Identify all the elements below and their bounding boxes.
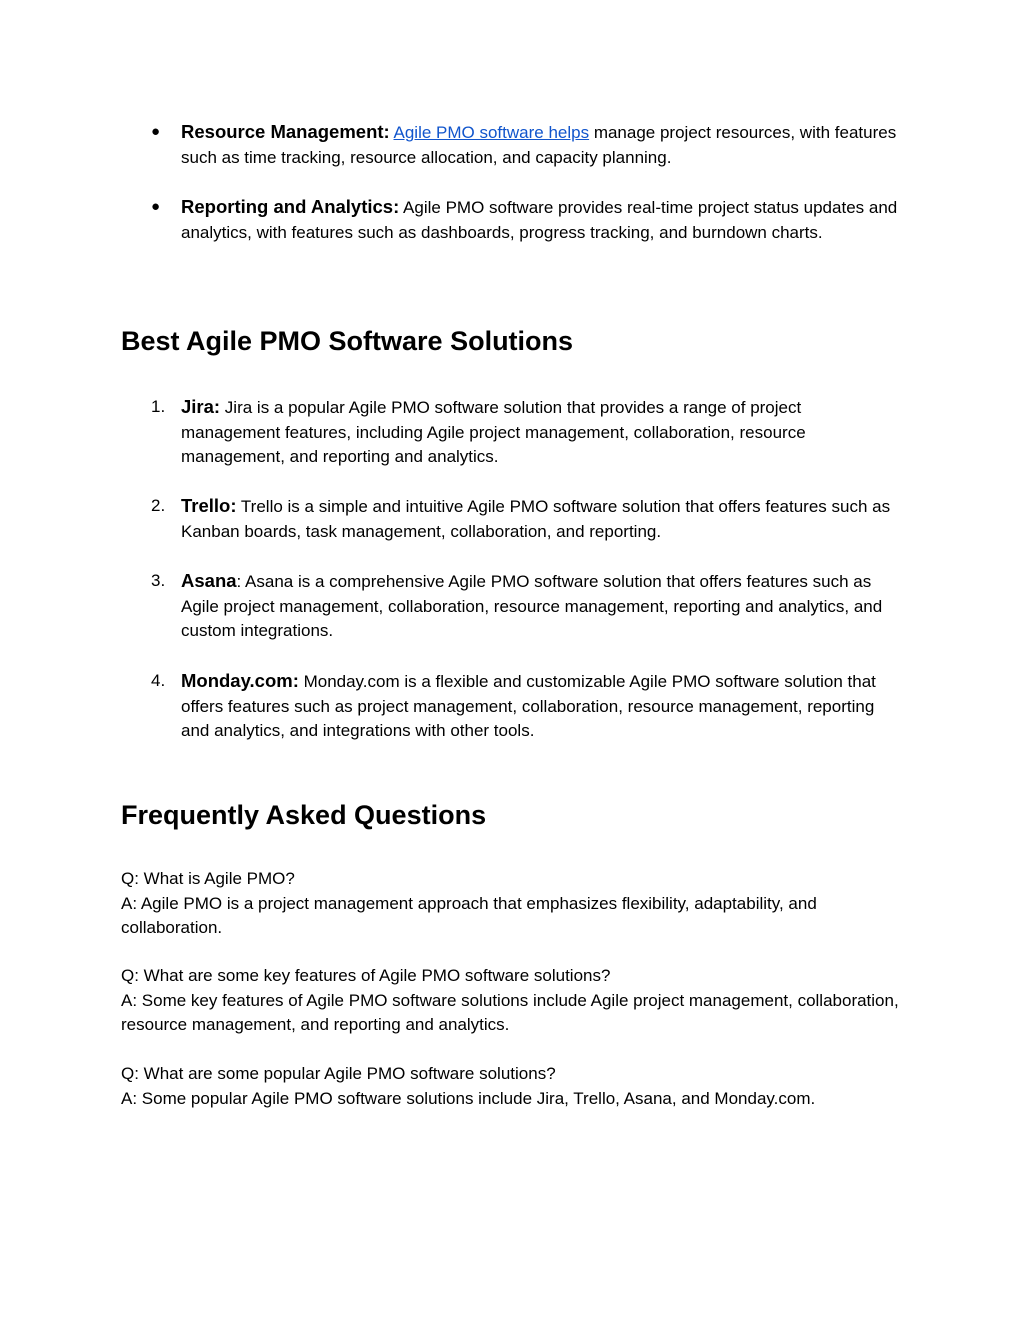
faq-answer: A: Some popular Agile PMO software solutions include Jira, Trello, Asana, and Monday.com. [121,1088,816,1108]
solutions-heading: Best Agile PMO Software Solutions [121,326,574,356]
solution-label: Asana [181,570,237,591]
list-number: 2. [151,496,166,515]
faq-item [121,1062,901,1111]
bullet-icon: ● [151,198,161,215]
agile-pmo-software-link[interactable]: Agile PMO software helps [393,123,590,142]
faq-question: Q: What are some popular Agile PMO software solutions? [121,1064,556,1083]
list-number: 1. [151,397,166,416]
solution-label: Monday.com: [181,670,299,691]
faq-item [121,964,901,1038]
feature-text: manage project resources, with features such as time tracking, resource allocation, and capacity planning. [181,123,897,167]
feature-item-resource-management [151,120,901,170]
solution-item-monday [151,669,903,744]
solution-text: Jira is a popular Agile PMO software solution that provides a range of project management features, including Agile project management, collaboration, resource management, and reporting and analytics. [181,398,806,467]
solution-text: Monday.com is a flexible and customizable Agile PMO software solution that offers features such as project management, collaboration, resource management, reporting and analytics, and integrations with other tools. [181,672,876,741]
list-number: 4. [151,671,166,690]
bullet-icon: ● [151,123,161,140]
solution-label: Jira: [181,396,221,417]
solution-item-asana [151,569,903,644]
feature-item-reporting-analytics [151,195,901,245]
solution-item-jira [151,395,903,470]
feature-label: Reporting and Analytics: [181,196,400,217]
feature-text: Agile PMO software provides real-time project status updates and analytics, with features such as dashboards, progress tracking, and burndown charts. [181,198,898,242]
faq-question: Q: What are some key features of Agile PMO software solutions? [121,966,611,985]
list-number: 3. [151,571,166,590]
solution-item-trello [151,494,903,544]
solution-label: Trello: [181,495,237,516]
faq-item [121,867,901,941]
solution-text: : Asana is a comprehensive Agile PMO software solution that offers features such as Agile project management, collaboration, resource management, reporting and analytics, and custom integrations. [181,572,883,641]
feature-label: Resource Management: [181,121,390,142]
faq-heading: Frequently Asked Questions [121,800,487,830]
faq-answer: A: Some key features of Agile PMO software solutions include Agile project management, collaboration, resource management, and reporting and analytics. [121,990,899,1035]
faq-question: Q: What is Agile PMO? [121,869,295,888]
solution-text: Trello is a simple and intuitive Agile PMO software solution that offers features such as Kanban boards, task management, collaboration, and reporting. [181,497,891,541]
faq-answer: A: Agile PMO is a project management approach that emphasizes flexibility, adaptability, and collaboration. [121,893,817,938]
